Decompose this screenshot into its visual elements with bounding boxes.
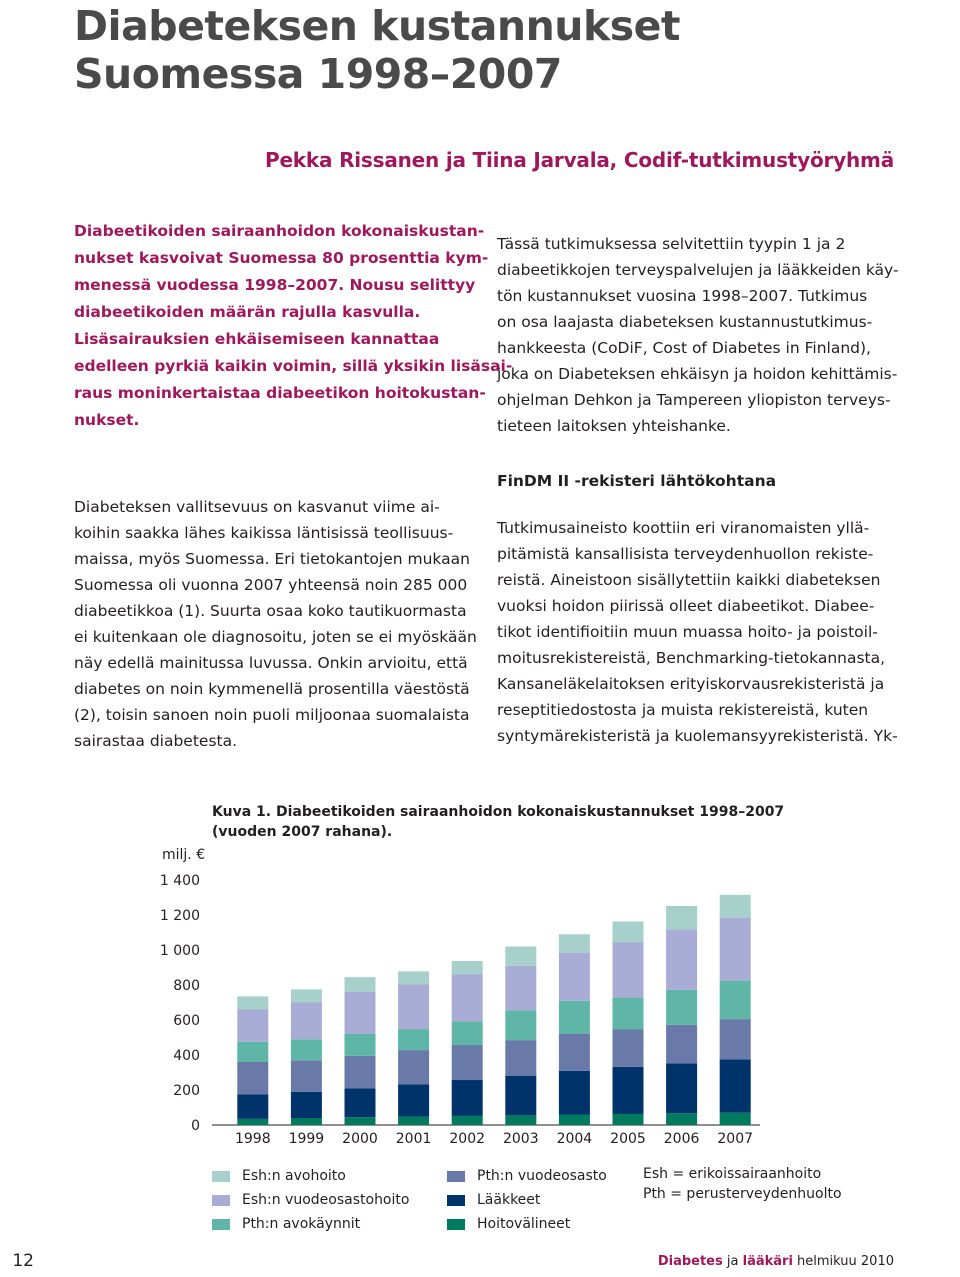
x-tick-label: 2000 bbox=[342, 1131, 378, 1147]
body-line: Kansaneläkelaitoksen erityiskorvausrekisteristä ja bbox=[497, 675, 885, 693]
body-line: joka on Diabeteksen ehkäisyn ja hoidon kehittämis- bbox=[497, 365, 898, 383]
bar-segment-2006-lääkkeet bbox=[666, 1063, 697, 1113]
body-line: näy edellä mainitussa luvussa. Onkin arvioitu, että bbox=[74, 654, 468, 672]
x-tick-label: 1998 bbox=[234, 1131, 271, 1147]
body-text-right-intro bbox=[497, 231, 897, 439]
bar-segment-2000-lääkkeet bbox=[345, 1088, 376, 1117]
lead-line: nukset. bbox=[74, 411, 140, 429]
bar-segment-1998-hoitovälineet bbox=[237, 1119, 268, 1125]
bar-segment-2004-pth-n-avokäynnit bbox=[559, 1001, 590, 1034]
legend-swatch bbox=[212, 1219, 230, 1230]
publication-name-part2: ja bbox=[726, 1254, 739, 1269]
legend-swatch bbox=[447, 1171, 465, 1182]
x-tick-label: 2006 bbox=[663, 1131, 700, 1147]
legend-label: Pth:n avokäynnit bbox=[242, 1216, 361, 1232]
body-line: tieteen laitoksen yhteishanke. bbox=[497, 417, 731, 435]
abbreviation-esh: Esh = erikoissairaanhoito bbox=[643, 1166, 822, 1182]
bar-segment-2003-esh-n-avohoito bbox=[505, 947, 536, 966]
body-line: Tutkimusaineisto koottiin eri viranomaisten yllä- bbox=[497, 519, 870, 537]
bar-segment-2005-esh-n-vuodeosastohoito bbox=[613, 942, 644, 997]
body-line: koihin saakka lähes kaikissa läntisissä teollisuus- bbox=[74, 524, 454, 542]
bar-segment-1999-lääkkeet bbox=[291, 1092, 322, 1118]
x-tick-label: 2001 bbox=[395, 1131, 432, 1147]
chart-legend bbox=[212, 1165, 892, 1241]
legend-label: Esh:n avohoito bbox=[242, 1168, 346, 1184]
bar-segment-2001-esh-n-avohoito bbox=[398, 971, 429, 984]
bar-segment-2002-esh-n-avohoito bbox=[452, 961, 483, 974]
bar-segment-1999-pth-n-avokäynnit bbox=[291, 1039, 322, 1060]
bar-segment-2007-pth-n-vuodeosasto bbox=[720, 1019, 751, 1059]
bar-segment-1999-hoitovälineet bbox=[291, 1118, 322, 1125]
y-tick-label: 1 000 bbox=[159, 943, 200, 959]
bar-segment-2003-pth-n-vuodeosasto bbox=[505, 1040, 536, 1076]
bar-segment-2004-hoitovälineet bbox=[559, 1115, 590, 1126]
lead-line: nukset kasvoivat Suomessa 80 prosenttia kym- bbox=[74, 249, 489, 267]
caption-line: Kuva 1. Diabeetikoiden sairaanhoidon kokonaiskustannukset 1998–2007 bbox=[212, 804, 785, 820]
legend-swatch bbox=[447, 1219, 465, 1230]
bar-segment-2000-pth-n-avokäynnit bbox=[345, 1034, 376, 1056]
legend-label: Lääkkeet bbox=[477, 1192, 541, 1208]
bar-segment-2000-esh-n-vuodeosastohoito bbox=[345, 992, 376, 1034]
y-tick-label: 400 bbox=[173, 1048, 200, 1064]
lead-line: menessä vuodessa 1998–2007. Nousu selittyy bbox=[74, 276, 476, 294]
bar-segment-2001-lääkkeet bbox=[398, 1084, 429, 1116]
body-line: syntymärekisteristä ja kuolemansyyrekisteristä. Yk- bbox=[497, 727, 898, 745]
bar-segment-2002-lääkkeet bbox=[452, 1080, 483, 1116]
body-line: pitämistä kansallisista terveydenhuollon rekiste- bbox=[497, 545, 874, 563]
bar-segment-2002-esh-n-vuodeosastohoito bbox=[452, 974, 483, 1021]
bar-segment-2002-hoitovälineet bbox=[452, 1116, 483, 1125]
body-line: diabetes on noin kymmenellä prosentilla väestöstä bbox=[74, 680, 470, 698]
publication-name-part3: lääkäri bbox=[742, 1254, 793, 1269]
body-line: reseptitiedostosta ja muista rekistereistä, kuten bbox=[497, 701, 869, 719]
bar-segment-1998-pth-n-vuodeosasto bbox=[237, 1062, 268, 1094]
y-tick-label: 0 bbox=[191, 1118, 200, 1134]
lead-line: Lisäsairauksien ehkäisemiseen kannattaa bbox=[74, 330, 440, 348]
body-line: hankkeesta (CoDiF, Cost of Diabetes in Finland), bbox=[497, 339, 871, 357]
bar-segment-2005-pth-n-avokäynnit bbox=[613, 998, 644, 1030]
body-line: vuoksi hoidon piirissä olleet diabeetikot. Diabee- bbox=[497, 597, 875, 615]
bar-segment-2006-esh-n-avohoito bbox=[666, 906, 697, 930]
body-line: ei kuitenkaan ole diagnosoitu, joten se ei myöskään bbox=[74, 628, 477, 646]
x-tick-label: 2005 bbox=[610, 1131, 646, 1147]
bar-segment-1998-pth-n-avokäynnit bbox=[237, 1042, 268, 1062]
page-number: 12 bbox=[12, 1251, 34, 1271]
bar-segment-2000-pth-n-vuodeosasto bbox=[345, 1056, 376, 1088]
bar-segment-2006-pth-n-avokäynnit bbox=[666, 990, 697, 1025]
bar-segment-2007-hoitovälineet bbox=[720, 1113, 751, 1125]
x-tick-label: 2002 bbox=[449, 1131, 486, 1147]
figure-caption bbox=[212, 802, 785, 842]
body-line: sairastaa diabetesta. bbox=[74, 732, 238, 750]
bar-segment-1999-esh-n-avohoito bbox=[291, 989, 322, 1002]
bar-segment-2001-esh-n-vuodeosastohoito bbox=[398, 984, 429, 1029]
bar-segment-1998-esh-n-avohoito bbox=[237, 996, 268, 1009]
bar-segment-2001-pth-n-vuodeosasto bbox=[398, 1050, 429, 1084]
body-line: Suomessa oli vuonna 2007 yhteensä noin 285 000 bbox=[74, 576, 468, 594]
y-axis-unit-label: milj. € bbox=[162, 847, 206, 863]
bar-segment-2005-hoitovälineet bbox=[613, 1114, 644, 1125]
bar-segment-1999-esh-n-vuodeosastohoito bbox=[291, 1003, 322, 1040]
y-tick-label: 200 bbox=[173, 1083, 200, 1099]
bar-segment-1999-pth-n-vuodeosasto bbox=[291, 1060, 322, 1092]
abbreviation-pth: Pth = perusterveydenhuolto bbox=[643, 1186, 842, 1202]
publication-issue: helmikuu 2010 bbox=[797, 1254, 894, 1269]
bar-segment-2004-pth-n-vuodeosasto bbox=[559, 1034, 590, 1071]
legend-label: Hoitovälineet bbox=[477, 1216, 571, 1232]
caption-line: (vuoden 2007 rahana). bbox=[212, 824, 393, 840]
title-line-2: Suomessa 1998–2007 bbox=[74, 50, 562, 98]
bar-segment-2005-esh-n-avohoito bbox=[613, 921, 644, 942]
body-line: (2), toisin sanoen noin puoli miljoonaa suomalaista bbox=[74, 706, 470, 724]
body-line: on osa laajasta diabeteksen kustannustutkimus- bbox=[497, 313, 873, 331]
bar-segment-2001-pth-n-avokäynnit bbox=[398, 1029, 429, 1050]
body-line: diabeetikkojen terveyspalvelujen ja lääkkeiden käy- bbox=[497, 261, 899, 279]
bar-segment-2002-pth-n-vuodeosasto bbox=[452, 1045, 483, 1080]
bar-segment-2001-hoitovälineet bbox=[398, 1117, 429, 1125]
bar-segment-2004-lääkkeet bbox=[559, 1071, 590, 1115]
body-line: moitusrekistereistä, Benchmarking-tietokannasta, bbox=[497, 649, 886, 667]
legend-swatch bbox=[447, 1195, 465, 1206]
bar-segment-2000-esh-n-avohoito bbox=[345, 977, 376, 992]
bar-segment-2006-pth-n-vuodeosasto bbox=[666, 1025, 697, 1064]
body-line: Tässä tutkimuksessa selvitettiin tyypin 1 ja 2 bbox=[497, 235, 846, 253]
bar-segment-2000-hoitovälineet bbox=[345, 1117, 376, 1125]
body-line: maissa, myös Suomessa. Eri tietokantojen mukaan bbox=[74, 550, 470, 568]
cost-bar-chart bbox=[140, 840, 780, 1160]
bar-segment-2005-pth-n-vuodeosasto bbox=[613, 1029, 644, 1067]
lead-line: diabeetikoiden määrän rajulla kasvulla. bbox=[74, 303, 421, 321]
body-line: diabeetikkoa (1). Suurta osaa koko tautikuormasta bbox=[74, 602, 467, 620]
bar-segment-2006-hoitovälineet bbox=[666, 1113, 697, 1125]
article-authors: Pekka Rissanen ja Tiina Jarvala, Codif-tutkimustyöryhmä bbox=[264, 148, 894, 172]
body-line: tön kustannukset vuosina 1998–2007. Tutkimus bbox=[497, 287, 868, 305]
legend-label: Esh:n vuodeosastohoito bbox=[242, 1192, 410, 1208]
legend-item-pth-vuodeosasto bbox=[447, 1165, 607, 1187]
legend-item-hoitovalineet bbox=[447, 1213, 570, 1235]
body-line: ohjelman Dehkon ja Tampereen yliopiston terveys- bbox=[497, 391, 891, 409]
legend-item-esh-avohoito bbox=[212, 1165, 346, 1187]
body-line: reistä. Aineistoon sisällytettiin kaikki diabeteksen bbox=[497, 571, 881, 589]
bar-segment-2003-hoitovälineet bbox=[505, 1115, 536, 1125]
bar-segment-2003-lääkkeet bbox=[505, 1076, 536, 1115]
legend-item-pth-avokaynnit bbox=[212, 1213, 360, 1235]
x-tick-label: 2003 bbox=[502, 1131, 539, 1147]
bar-segment-2007-esh-n-avohoito bbox=[720, 895, 751, 918]
section-subheading: FinDM II -rekisteri lähtökohtana bbox=[497, 472, 777, 490]
title-line-1: Diabeteksen kustannukset bbox=[74, 2, 681, 50]
bar-segment-2007-pth-n-avokäynnit bbox=[720, 981, 751, 1020]
article-lead bbox=[74, 218, 513, 434]
bar-segment-1998-esh-n-vuodeosastohoito bbox=[237, 1010, 268, 1042]
lead-line: Diabeetikoiden sairaanhoidon kokonaiskustan- bbox=[74, 222, 485, 240]
y-tick-label: 800 bbox=[173, 978, 200, 994]
legend-swatch bbox=[212, 1195, 230, 1206]
bar-segment-1998-lääkkeet bbox=[237, 1094, 268, 1119]
bar-segment-2004-esh-n-vuodeosastohoito bbox=[559, 953, 590, 1001]
bar-segment-2007-lääkkeet bbox=[720, 1059, 751, 1112]
lead-line: raus moninkertaistaa diabeetikon hoitokustan- bbox=[74, 384, 486, 402]
article-title bbox=[74, 2, 874, 98]
bar-segment-2006-esh-n-vuodeosastohoito bbox=[666, 930, 697, 990]
publication-name-part1: Diabetes bbox=[657, 1254, 723, 1269]
legend-swatch bbox=[212, 1171, 230, 1182]
publication-footer bbox=[658, 1254, 894, 1269]
bar-segment-2004-esh-n-avohoito bbox=[559, 934, 590, 952]
body-text-right-section bbox=[497, 515, 897, 749]
bar-segment-2003-esh-n-vuodeosastohoito bbox=[505, 966, 536, 1011]
body-line: tikot identifioitiin muun muassa hoito- ja poistoil- bbox=[497, 623, 878, 641]
y-tick-label: 600 bbox=[173, 1013, 200, 1029]
bar-segment-2003-pth-n-avokäynnit bbox=[505, 1010, 536, 1040]
lead-line: edelleen pyrkiä kaikin voimin, sillä yksikin lisäsai- bbox=[74, 357, 513, 375]
body-line: Diabeteksen vallitsevuus on kasvanut viime ai- bbox=[74, 498, 440, 516]
y-tick-label: 1 200 bbox=[159, 908, 200, 924]
x-tick-label: 2004 bbox=[556, 1131, 593, 1147]
bar-segment-2002-pth-n-avokäynnit bbox=[452, 1021, 483, 1045]
y-tick-label: 1 400 bbox=[159, 873, 200, 889]
x-tick-label: 1999 bbox=[288, 1131, 325, 1147]
body-text-left bbox=[74, 494, 477, 754]
bar-segment-2007-esh-n-vuodeosastohoito bbox=[720, 918, 751, 981]
legend-item-esh-vuodeosastohoito bbox=[212, 1189, 409, 1211]
legend-item-laakkeet bbox=[447, 1189, 540, 1211]
bar-segment-2005-lääkkeet bbox=[613, 1067, 644, 1114]
legend-label: Pth:n vuodeosasto bbox=[477, 1168, 607, 1184]
x-tick-label: 2007 bbox=[717, 1131, 754, 1147]
